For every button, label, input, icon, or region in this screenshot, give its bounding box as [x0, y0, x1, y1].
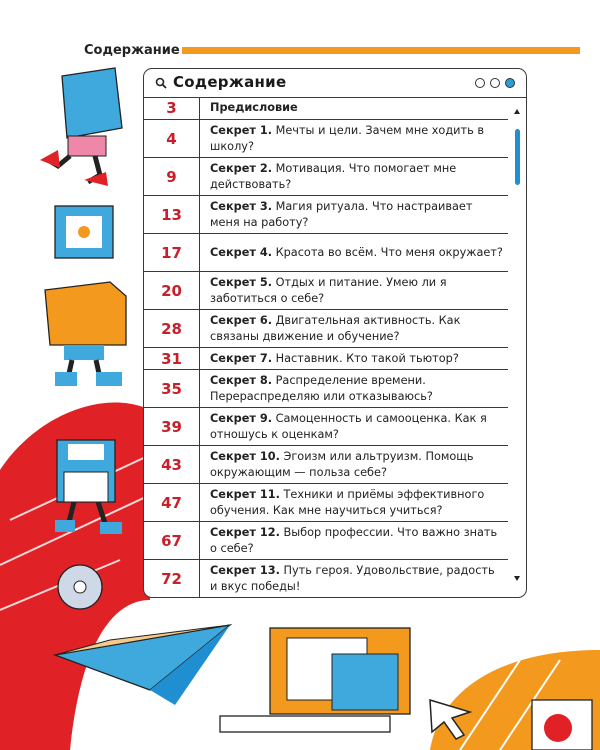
toc-entry-text: [200, 522, 508, 559]
computer-illustration: [220, 628, 410, 732]
toc-entry: [210, 411, 504, 443]
toc-row[interactable]: [144, 234, 508, 272]
chapter-title: Мечты и цели. Зачем мне ходить в школу?: [210, 123, 484, 153]
scroll-up-arrow-icon[interactable]: [514, 109, 520, 114]
page-number: 3: [144, 97, 200, 119]
toc-entry-text: [200, 370, 508, 407]
chapter-title: Техники и приёмы эффективного обучения. Как мне научиться учиться?: [210, 487, 485, 517]
toc-row[interactable]: [144, 484, 508, 522]
toc-entry-text: [200, 97, 508, 119]
chapter-title: Эгоизм или альтруизм. Помощь окружающим — польза себе?: [210, 449, 474, 479]
toc-entry-text: [200, 196, 508, 233]
toc-table: [144, 97, 508, 598]
toc-entry-text: [200, 408, 508, 445]
page-number: 43: [144, 446, 200, 483]
contents-window: [143, 68, 527, 598]
window-title: Содержание: [173, 73, 287, 91]
toc-entry: [210, 100, 298, 116]
chapter-title: Путь героя. Удовольствие, радость и вкус победы!: [210, 563, 495, 593]
secret-label: Секрет 2.: [210, 161, 273, 175]
header-rule: [182, 47, 580, 54]
search-icon[interactable]: [155, 77, 167, 89]
toc-entry: [210, 275, 504, 307]
page-number: 39: [144, 408, 200, 445]
page-number: 28: [144, 310, 200, 347]
toc-entry: [210, 199, 504, 231]
toc-entry: [210, 313, 504, 345]
page-number: 47: [144, 484, 200, 521]
toc-entry-text: [200, 234, 508, 271]
scrollbar-thumb[interactable]: [515, 129, 520, 185]
chapter-title: Выбор профессии. Что важно знать о себе?: [210, 525, 498, 555]
scroll-down-arrow-icon[interactable]: [514, 576, 520, 581]
secret-label: Секрет 3.: [210, 199, 273, 213]
secret-label: Секрет 9.: [210, 411, 273, 425]
secret-label: Секрет 8.: [210, 373, 273, 387]
toc-entry-text: [200, 310, 508, 347]
toc-row[interactable]: [144, 120, 508, 158]
toc-entry: [210, 351, 459, 367]
toc-entry: [210, 123, 504, 155]
photo-card: [55, 206, 113, 258]
page-number: 67: [144, 522, 200, 559]
secret-label: Секрет 7.: [210, 351, 273, 365]
chapter-title: Самоценность и самооценка. Как я отношусь к оценкам?: [210, 411, 487, 441]
window-titlebar: [144, 69, 526, 98]
page-number: 9: [144, 158, 200, 195]
page-number: 20: [144, 272, 200, 309]
toc-row[interactable]: [144, 408, 508, 446]
secret-label: Секрет 11.: [210, 487, 280, 501]
cd-disc: [58, 565, 102, 609]
page-number: 35: [144, 370, 200, 407]
chapter-title: Двигательная активность. Как связаны движение и обучение?: [210, 313, 461, 343]
page-number: 72: [144, 560, 200, 597]
toc-entry: [210, 161, 504, 193]
toc-entry-text: [200, 348, 508, 369]
toc-entry: [210, 563, 504, 595]
chapter-title: Красота во всём. Что меня окружает?: [275, 245, 503, 259]
toc-entry: [210, 245, 503, 261]
toc-row[interactable]: [144, 560, 508, 598]
page-number: 4: [144, 120, 200, 157]
toc-entry: [210, 373, 504, 405]
chapter-title: Распределение времени. Перераспределяю или отказываюсь?: [210, 373, 433, 403]
secret-label: Секрет 13.: [210, 563, 280, 577]
secret-label: Секрет 4.: [210, 245, 273, 259]
toc-row[interactable]: [144, 97, 508, 120]
toc-entry: [210, 525, 504, 557]
page-number: 17: [144, 234, 200, 271]
toc-row[interactable]: [144, 446, 508, 484]
record-card: [532, 700, 592, 750]
page-number: 31: [144, 348, 200, 369]
toc-row[interactable]: [144, 348, 508, 370]
chapter-title: Отдых и питание. Умею ли я заботиться о себе?: [210, 275, 447, 305]
toc-entry-text: [200, 158, 508, 195]
toc-entry-text: [200, 484, 508, 521]
chapter-title: Мотивация. Что помогает мне действовать?: [210, 161, 457, 191]
chapter-title: Магия ритуала. Что настраивает меня на работу?: [210, 199, 473, 229]
toc-entry: [210, 449, 504, 481]
secret-label: Секрет 12.: [210, 525, 280, 539]
window-control-dot-3[interactable]: [505, 78, 515, 88]
secret-label: Секрет 5.: [210, 275, 273, 289]
toc-entry-text: [200, 272, 508, 309]
toc-row[interactable]: [144, 370, 508, 408]
page-header-title: Содержание: [84, 43, 180, 58]
toc-entry-text: [200, 120, 508, 157]
secret-label: Секрет 1.: [210, 123, 273, 137]
toc-entry: [210, 487, 504, 519]
toc-entry-text: [200, 446, 508, 483]
toc-row[interactable]: [144, 158, 508, 196]
toc-entry-text: [200, 560, 508, 597]
toc-row[interactable]: [144, 522, 508, 560]
toc-row[interactable]: [144, 196, 508, 234]
folder-character: [45, 282, 126, 386]
chapter-title: Наставник. Кто такой тьютор?: [275, 351, 459, 365]
page-number: 13: [144, 196, 200, 233]
toc-row[interactable]: [144, 310, 508, 348]
chapter-title: Предисловие: [210, 101, 298, 114]
window-control-dot-1[interactable]: [475, 78, 485, 88]
secret-label: Секрет 10.: [210, 449, 280, 463]
window-control-dot-2[interactable]: [490, 78, 500, 88]
box-character: [40, 68, 122, 186]
toc-row[interactable]: [144, 272, 508, 310]
secret-label: Секрет 6.: [210, 313, 273, 327]
